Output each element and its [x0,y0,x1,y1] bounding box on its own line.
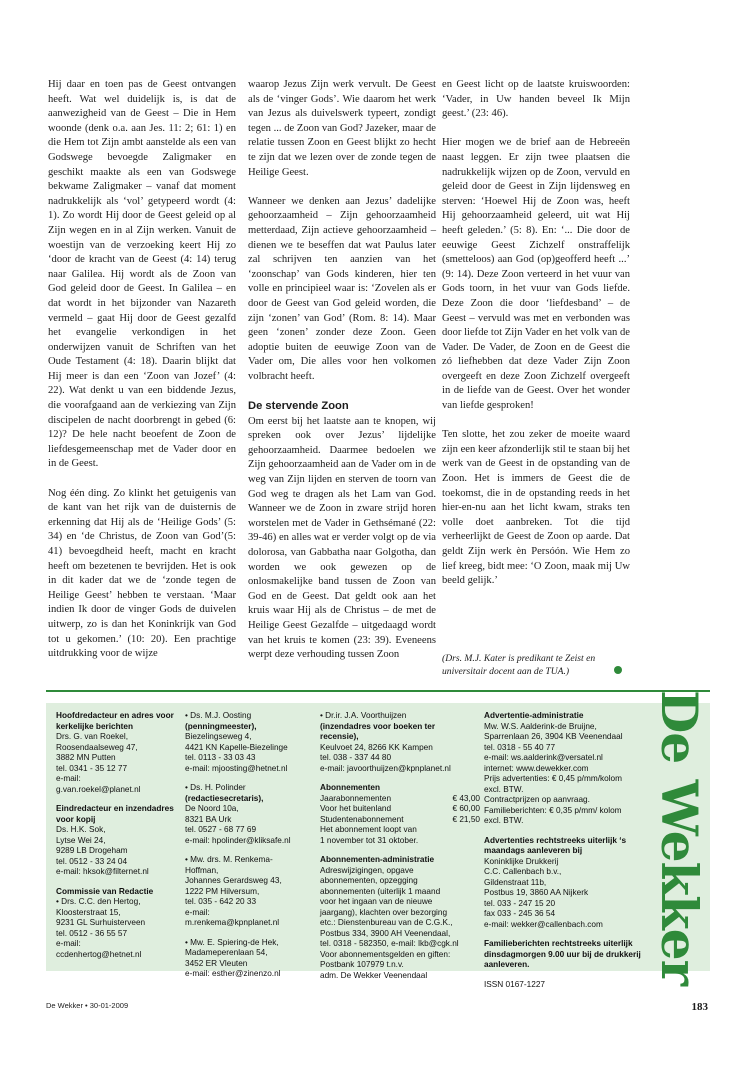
price-label: Studentenabonnement [320,814,404,824]
colophon-line: e-mail: javoorthuijzen@kpnplanet.nl [320,763,451,773]
colophon-line: e-mail: hpolinder@kliksafe.nl [185,835,291,845]
block-lines [56,897,192,960]
colophon-line: 1 november tot 31 oktober. [320,835,419,845]
administratie-block [320,855,480,981]
colophon-line: 8321 BA Urk [185,814,232,824]
block-title: Hoofdredacteur en adres voor kerkelijke berichten [56,711,174,731]
colophon-line: e-mail: esther@zinenzo.nl [185,969,281,978]
colophon-line: tel. 0512 - 33 24 04 [56,856,128,866]
colophon-line: 4421 KN Kapelle-Biezelinge [185,742,288,752]
colophon-line: (penningmeester), [185,721,257,731]
member-renkema [185,855,313,929]
colophon-line: 3452 ER Vleuten [185,958,248,968]
colophon-line: Biezelingseweg 4, [185,732,252,741]
paragraph: Hier mogen we de brief aan de Hebreeën naast leggen. Er zijn twee plaatsen die nadrukkelijk wijzen op de Zoon, vervuld en geleid door de Geest in Zijn lijdensweg en sterven: ‘Hoewel Hij de Zoon was, heeft Hij gehoorzaamheid geleerd, uit wat Hij heeft geleden.’ (5: 8). En: ‘... Die door de eeuwige Geest Zichzelf onstraffelijk (smetteloos) aan God (op)geofferd heeft ...’ (9: 14). Deze Zoon verteerd in het vuur van Gods toorn, in het vuur van Gods liefde. Deze Zoon die door ‘liefdesband’ – de Geest – vervuld was met en verbonden was door liefde tot Zijn Vader en het volk van de Vader. De Vader, de Zoon en de Geest die zó liefhebben dat deze Vader Zijn Zoon overgeeft en deze Zoon Zichzelf overgeeft in de liefde van de Geest. Over het wonder van liefde gesproken! [442,137,630,412]
abonnementen-block [320,783,480,846]
article-column-1 [48,78,236,676]
colophon-line: internet: www.dewekker.com [484,763,589,773]
block-title: Abonnementen [320,783,381,792]
block-title: Advertentie-administratie [484,711,584,720]
colophon-line: Prijs advertenties: € 0,45 p/mm/kolom [484,774,623,783]
block-title: Familieberichten rechtstreeks uiterlijk dinsdagmorgen 9.00 uur bij de drukkerij aanleveren. [484,939,641,969]
colophon-line: 9289 LB Drogeham [56,846,128,855]
colophon-line: Voor abonnementsgelden en giften: [320,949,451,959]
block-lines [484,722,644,827]
colophon-line: Postbank 107979 t.n.v. [320,960,404,969]
colophon-line: m.renkema@kpnplanet.nl [185,918,280,927]
colophon-line: Kloosterstraat 15, [56,907,121,917]
colophon-column-2 [185,711,313,989]
block-title: Abonnementen-administratie [320,855,435,864]
block-title: Eindredacteur en inzendadres voor kopij [56,804,174,824]
paragraph: Hij daar en toen pas de Geest ontvangen heeft. Wat wel duidelijk is, is dat de aanwezigheid van de Geest – Die in Hem woonde (denk o.a. aan Jes. 11: 2; 61: 1) en die Hem tot Zijn ambt aanstelde als een van Godswege bevoegde Zaligmaker en geschikt maakte als een van Godswege bekwame Zaligmaker – vanaf dat moment nadrukkelijk als ‘vol’ getypeerd wordt (4: 1). Zo wordt Hij door de Geest geleid op al Zijn wegen en in al Zijn werken. Vanuit de woestijn van de verzoeking keert Hij zo ‘door de kracht van de Geest (4: 14) terug naar Galilea. Hij wordt als de Zoon van God geleid door de Geest. In Galilea – en dat wordt in het bijzonder van Nazareth vermeld – gaat Hij door de Geest gezalfd het evangelie verkondigen in het onderwijzen vanuit de Schriften van het Oude Testament (4: 18). Daarin blijkt dat Hij meer is dan een ‘Zoon van Jozef’ (4: 22). Wat denkt u van een biddende Jezus, die voorafgaand aan de verkiezing van Zijn discipelen de nacht doorbrengt in gebed (6: 12)? De hele nacht beoefent de Zoon de liefdesgemeenschap met de Vader door en in de Geest. [48,79,236,470]
issn: ISSN 0167-1227 [484,979,546,989]
eindredacteur-block [56,804,192,878]
colophon-column-4 [484,711,644,990]
colophon-line: Johannes Gerardsweg 43, [185,876,282,885]
member-oosting [185,711,313,774]
colophon-line: e-mail: [185,907,210,917]
colophon-line: e-mail: ws.aalderink@versatel.nl [484,753,603,762]
colophon-line: voor het ingaan van de nieuwe [320,897,433,906]
paragraph: Wanneer we denken aan Jezus’ dadelijke gehoorzaamheid – Zijn gehoorzaamheid metterdaad, Zijn actieve gehoorzaamheid – dienen we te beseffen dat wat Paulus later zal schrijven ten aanzien van het ‘zoonschap’ van Gods kinderen, hier ten volle en principieel waar is: ‘Zovelen als er door de Geest van God geleid worden, die zijn ‘zonen’ van God’ (Rom. 8: 14). Maar geen ‘zonen’ zonder deze Zoon. Geen adoptie buiten de eeuwige Zoon van de Vader om, Die alles voor hen volkomen volbracht heeft. [248,195,436,382]
member-voorthuijzen [320,711,480,774]
paragraph: Nog één ding. Zo klinkt het getuigenis van de kant van het rijk van de duisternis de erkenning dat Hij als de ‘Heilige Gods’ (5: 34) en ‘de Christus, de Zoon van God’(5: 41) bevoegdheid heeft, macht en kracht heeft om bezetenen te bevrijden. Het is ook in dit kader dat we de ‘zonde tegen de Heilige Geest’ hebben te verstaan. ‘Maar indien Ik door de vinger Gods de duivelen uitwerp, zo is dan het Koninkrijk van God tot u gekomen.’ (10: 20). Een prachtige uitdrukking voor de wijze [48,487,236,660]
block-title: Advertenties rechtstreeks uiterlijk ‘s maandags aanleveren bij [484,835,627,855]
block-lines [320,866,480,982]
block-lines [484,857,644,931]
colophon-line: • Ds. M.J. Oosting [185,711,252,720]
colophon-line: excl. BTW. [484,784,524,794]
price-row [320,804,480,815]
commissie-block [56,887,192,961]
colophon-line: Hoffman, [185,865,219,875]
colophon-line: Gildenstraat 11b, [484,877,547,887]
colophon-line: tel. 035 - 642 20 33 [185,897,257,906]
advertentie-block [484,711,644,827]
colophon-line: • Mw. drs. M. Renkema- [185,855,273,864]
colophon-line: • Dr.ir. J.A. Voorthuijzen [320,711,407,720]
colophon-line: adm. De Wekker Veenendaal [320,970,428,980]
colophon-line: e-mail: mjoosting@hetnet.nl [185,763,288,773]
colophon-line: Keulvoet 24, 8266 KK Kampen [320,742,433,752]
author-signature: (Drs. M.J. Kater is predikant te Zeist en universitair docent aan de TUA.) [442,653,596,677]
colophon-line: jaargang), klachten over bezorging [320,907,448,917]
price-value: € 60,00 [452,804,480,813]
price-value: € 43,00 [452,793,480,803]
colophon-column-1 [56,711,192,969]
price-list [320,794,480,826]
colophon-line: Lytse Wei 24, [56,835,106,845]
colophon-line: excl. BTW. [484,816,524,825]
colophon-line: C.C. Callenbach b.v., [484,867,562,876]
block-title: Commissie van Redactie [56,886,154,896]
masthead-title: De Wekker [649,689,709,985]
colophon-line: tel. 0113 - 33 03 43 [185,753,256,762]
subheading-stervende-zoon: De stervende Zoon [248,400,349,413]
colophon-line: tel. 0341 - 35 12 77 [56,763,128,773]
page-number: 183 [691,1001,708,1013]
colophon-line: etc.: Dienstenbureau van de C.G.K., [320,918,453,927]
colophon-line: Mw. W.S. Aalderink-de Bruijne, [484,721,597,731]
colophon-line: (inzendadres voor boeken ter [320,721,436,731]
colophon-line: g.van.roekel@planet.nl [56,784,141,794]
colophon-box [46,703,648,989]
article-column-3 [442,78,630,603]
colophon-line: ccdenhertog@hetnet.nl [56,949,142,959]
colophon-line: Sparrenlaan 26, 3904 KB Veenendaal [484,732,623,741]
member-spiering-de-hek [185,938,313,980]
price-label: Jaarabonnementen [320,793,392,803]
paragraph: Ten slotte, het zou zeker de moeite waard zijn een keer afzonderlijk stil te staan bij het werk van de Geest in de opstanding van de Zoon. Het is immers de Geest die de toekomst, die in de opstanding reeds in het hier-en-nu aan het licht kwam, straks ten volle doet aanbreken. Tot die tijd verheerlijkt de Geest de Zoon op aarde. Dat geldt Zijn werk èn Persóón. Wie Hem zo lief kreeg, bidt mee: ‘O Zoon, maak mij Uw beeld gelijk.’ [442,429,630,587]
price-value: € 21,50 [452,814,480,824]
colophon-line: Madameperenlaan 54, [185,948,268,957]
rechtstreeks-block [484,836,644,931]
price-row [320,815,480,826]
colophon-line: Roosendaalseweg 47, [56,742,138,752]
colophon-column-3 [320,711,480,990]
colophon-line: De Noord 10a, [185,804,239,813]
colophon-line: • Mw. E. Spiering-de Hek, [185,937,279,947]
colophon-line: tel. 0318 - 55 40 77 [484,742,556,752]
colophon-line: Postbus 19, 3860 AA Nijkerk [484,888,589,897]
colophon-line: e-mail: [56,939,81,948]
colophon-line: Postbus 334, 3900 AH Veenendaal, [320,928,451,938]
paragraph: en Geest licht op de laatste kruiswoorden: ‘Vader, in Uw handen beveel Ik Mijn geest.’ (23: 46). [442,79,630,120]
colophon-line: Adreswijzigingen, opgave [320,865,414,875]
colophon-line: Ds. H.K. Sok, [56,825,106,834]
colophon-line: tel. 033 - 247 15 20 [484,898,556,908]
paragraph: waarop Jezus Zijn werk vervult. De Geest als de ‘vinger Gods’. Wie daarom het werk van Jezus als duivelswerk typeert, zondigt tegen ... de Zoon van God? Jazeker, maar de relatie tussen Zoon en Geest blijkt zo hecht te zijn dat we lezen over de zonde tegen de Heilige Geest. [248,79,436,178]
colophon-line: abonnementen, opzegging [320,876,418,885]
hoofdredacteur-block [56,711,192,795]
colophon-line: Koninklijke Drukkerij [484,856,559,866]
colophon-line: Contractprijzen op aanvraag. [484,795,590,804]
colophon-line: 3882 MN Putten [56,753,116,762]
colophon-line: fax 033 - 245 36 54 [484,909,556,918]
price-label: Voor het buitenland [320,804,392,813]
familieberichten-block [484,939,644,971]
price-row [320,794,480,805]
colophon-line: Het abonnement loopt van [320,825,417,834]
colophon-line: e-mail: wekker@callenbach.com [484,919,603,929]
footer-issue: De Wekker • 30-01-2009 [46,1001,129,1010]
colophon-line: Familieberichten: € 0,35 p/mm/ kolom [484,805,622,815]
block-lines [56,732,192,795]
article-column-2 [248,78,436,677]
colophon-line: e-mail: hksok@filternet.nl [56,867,149,876]
colophon-line: 1222 PM Hilversum, [185,886,260,896]
paragraph: Om eerst bij het laatste aan te knopen, wij spreken ook over Jezus’ lijdelijke gehoorzaamheid. Daarmee bedoelen we Zijn gehoorzaamheid aan de Vader om in de weg van Zijn lijden en sterven de toorn van God weg te dragen als het Lam van God. Wanneer we de Zoon in zware strijd horen worstelen met de Vader in Gethsémané (22: 39-46) en alles wat er verder volgt op de via dolorosa, van Gabbatha naar Golgotha, dan worden we ook gewezen op de onlosmakelijke band tussen de Zoon van God en de Geest. Dat geldt ook aan het kruis waar Hij als de Christus – de met de Heilige Geest Gezalfde – uitgedaagd wordt van het kruis te komen (23: 39). Eveneens werpt deze verhouding tussen Zoon [248,415,436,661]
colophon-line: 9231 GL Surhuisterveen [56,918,146,927]
colophon-line: Drs. G. van Roekel, [56,732,128,741]
section-divider [46,690,710,692]
member-polinder [185,783,313,846]
masthead-logo [648,689,710,985]
colophon-line: tel. 038 - 337 44 80 [320,753,392,762]
colophon-line: (redactiesecretaris), [185,793,264,803]
colophon-line: e-mail: [56,774,81,783]
colophon-line: tel. 0512 - 36 55 57 [56,928,128,938]
block-lines [56,825,192,878]
end-of-article-dot-icon [614,666,622,674]
colophon-line: abonnementen (uiterlijk 1 maand [320,886,441,896]
block-lines [320,825,480,846]
colophon-line: recensie), [320,732,359,741]
colophon-line: tel. 0318 - 582350, e-mail: lkb@cgk.nl [320,939,459,948]
colophon-line: • Drs. C.C. den Hertog, [56,897,141,906]
colophon-line: tel. 0527 - 68 77 69 [185,825,257,834]
colophon-line: • Ds. H. Polinder [185,783,246,792]
